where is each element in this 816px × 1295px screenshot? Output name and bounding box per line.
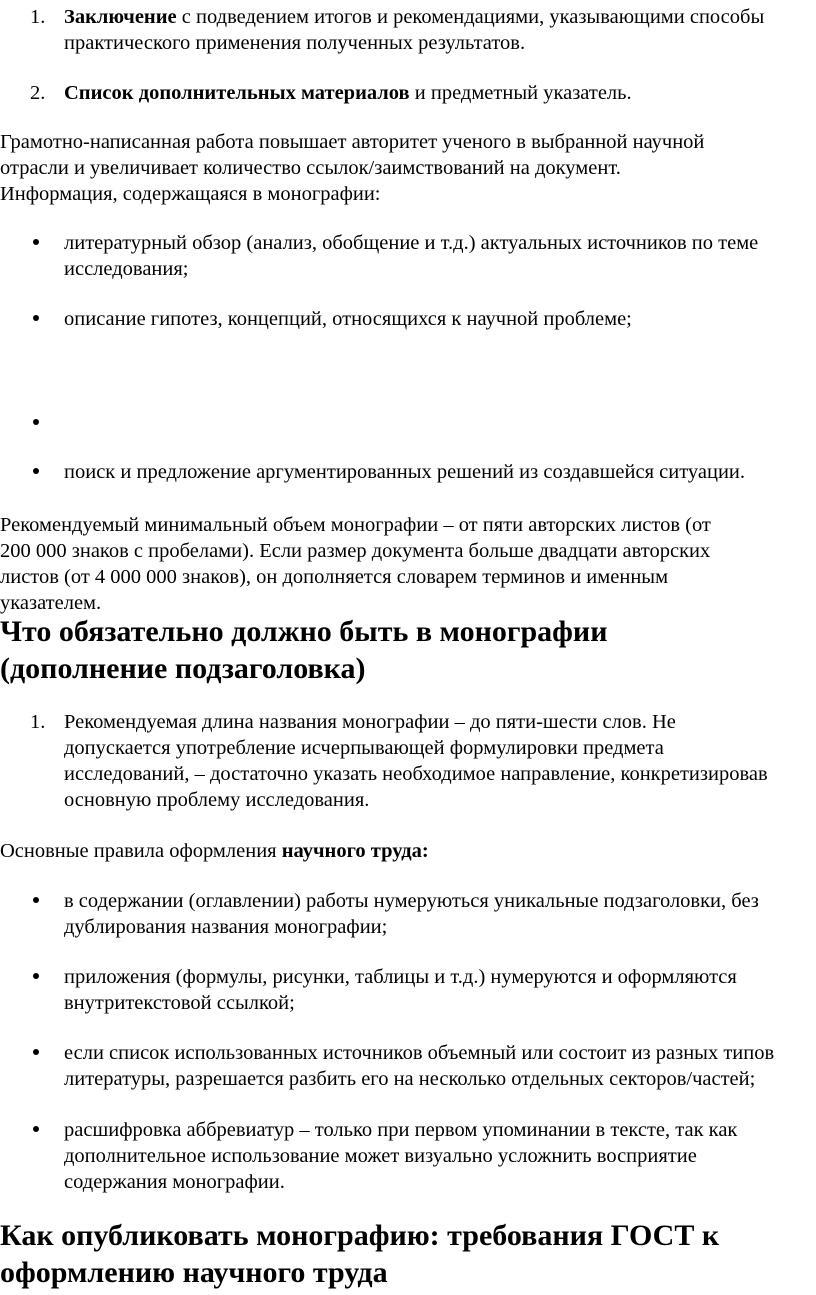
paragraph-line: отрасли и увеличивает количество ссылок/заимствований на документ. [0,157,621,179]
list-item [64,306,814,332]
item-text: если список использованных источников объемный или состоит из разных типов [64,1042,775,1064]
paragraph-line: указателем. [0,592,102,614]
heading-line: Как опубликовать монографию: требования ГОСТ к [0,1219,720,1252]
item-text: содержания монографии. [64,1171,285,1193]
bullet-icon [33,897,43,907]
paragraph-line: Грамотно-написанная работа повышает авторитет ученого в выбранной научной [0,131,705,153]
paragraph [0,129,810,207]
list-item [64,4,814,56]
bullet-icon [33,468,43,478]
bullet-icon [33,239,43,249]
list-number: 2. [30,82,46,104]
item-text: и предметный указатель. [409,82,632,104]
bullet-icon [33,973,43,983]
bold-term: Список дополнительных материалов [64,82,410,104]
section-heading [0,613,814,687]
bold-term: Заключение [64,6,177,28]
heading-line: (дополнение подзаголовка) [0,652,366,685]
bullet-icon [33,1049,43,1059]
bullet-icon [33,315,43,325]
list-item [64,964,814,1016]
item-text: исследования; [64,258,189,280]
section-heading [0,1217,814,1291]
paragraph [0,838,810,864]
item-text: с подведением итогов и рекомендациями, указывающими способы [176,6,765,28]
paragraph-line: листов (от 4 000 000 знаков), он дополняется словарем терминов и именным [0,566,669,588]
paragraph [0,512,810,616]
item-text: расшифровка аббревиатур – только при первом упоминании в тексте, так как [64,1119,738,1141]
item-text: литературы, разрешается разбить его на несколько отдельных секторов/частей; [64,1068,756,1090]
paragraph-text: Основные правила оформления [0,840,282,862]
item-text: дублирования названия монографии; [64,916,388,938]
paragraph-line: Информация, содержащаяся в монографии: [0,183,381,205]
item-text: основную проблему исследования. [64,789,370,811]
paragraph-line: Рекомендуемый минимальный объем монографии – от пяти авторских листов (от [0,514,711,536]
bullet-icon [33,419,43,429]
item-text: практического применения полученных результатов. [64,32,526,54]
heading-line: оформлению научного труда [0,1256,388,1289]
list-item [64,459,814,485]
item-text: допускается употребление исчерпывающей формулировки предмета [64,737,664,759]
list-item [64,1040,814,1092]
item-text: дополнительное использование может визуально усложнить восприятие [64,1145,697,1167]
item-text: литературный обзор (анализ, обобщение и т.д.) актуальных источников по теме [64,232,759,254]
list-number: 1. [30,711,46,733]
paragraph-line: 200 000 знаков с пробелами). Если размер документа больше двадцати авторских [0,540,711,562]
bullet-icon [33,1126,43,1136]
list-item [64,1117,814,1195]
list-number: 1. [30,6,46,28]
list-item [64,888,814,940]
heading-line: Что обязательно должно быть в монографии [0,615,608,648]
list-item [64,80,814,106]
item-text: приложения (формулы, рисунки, таблицы и т.д.) нумеруются и оформляются [64,966,737,988]
list-item [64,230,814,282]
item-text: Рекомендуемая длина названия монографии – до пяти-шести слов. Не [64,711,676,733]
bold-term: научного труда: [281,840,429,862]
item-text: описание гипотез, концепций, относящихся к научной проблеме; [64,308,632,330]
item-text: поиск и предложение аргументированных решений из создавшейся ситуации. [64,461,746,483]
list-item [64,709,814,813]
item-text: в содержании (оглавлении) работы нумеруються уникальные подзаголовки, без [64,890,759,912]
item-text: исследований, – достаточно указать необходимое направление, конкретизировав [64,763,768,785]
item-text: внутритекстовой ссылкой; [64,992,295,1014]
